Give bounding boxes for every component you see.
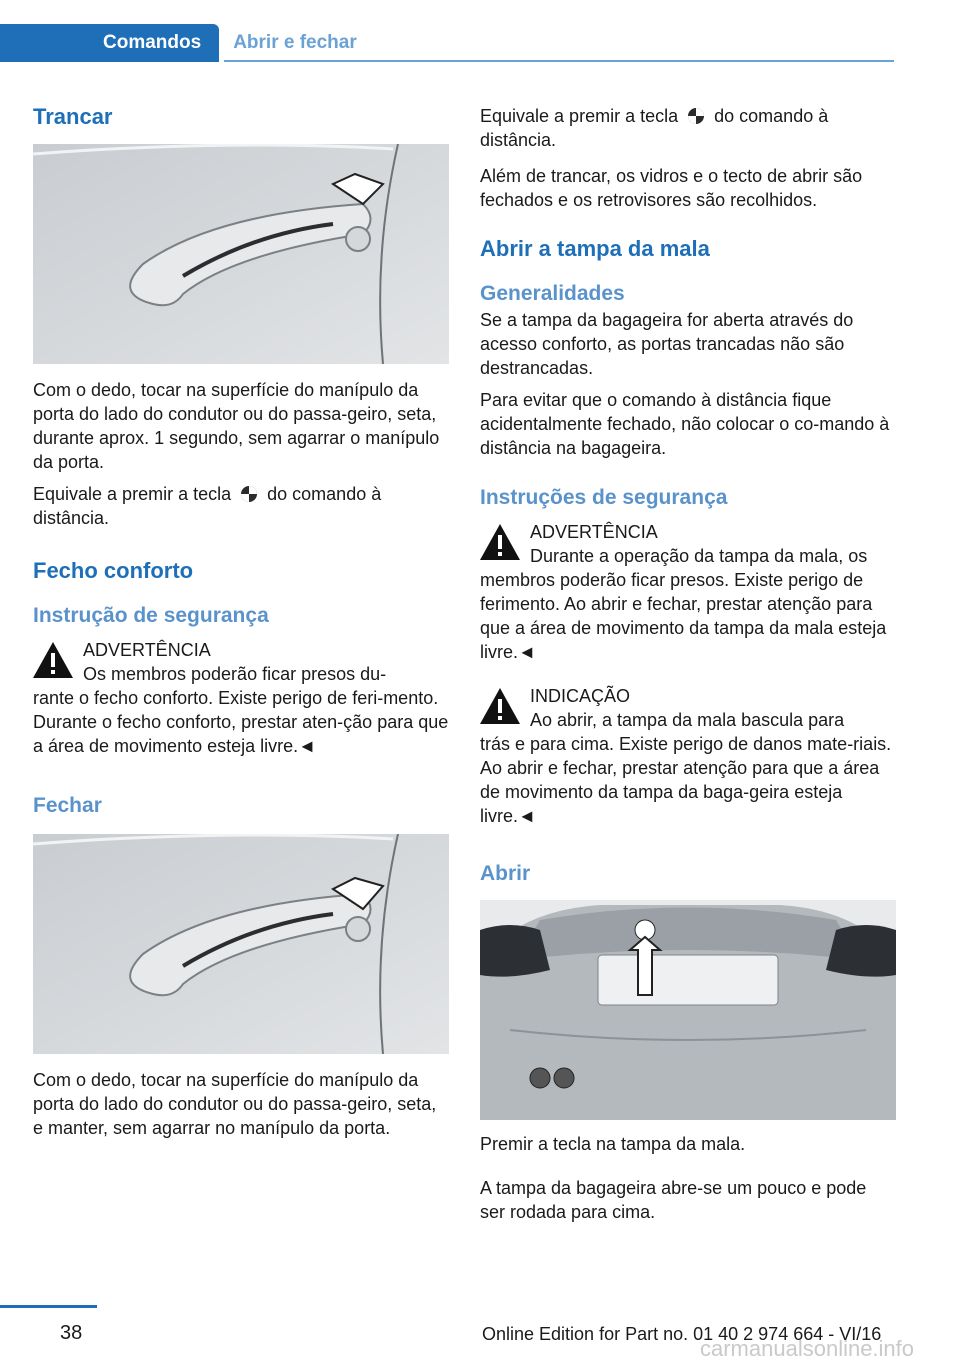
tab-comandos[interactable]: Comandos: [0, 24, 219, 62]
warning-triangle-icon: [480, 524, 520, 560]
watermark: carmanualsonline.info: [700, 1336, 915, 1361]
warning-1-text: membros poderão ficar presos. Existe perigo de ferimento. Ao abrir e fechar, prestar atenção para que a área de movimento da tampa da mala esteja livre.◄: [480, 570, 887, 662]
warning-triangle-icon: [33, 642, 73, 678]
trancar-key-text-b: do comando à distância.: [33, 484, 382, 528]
warning-title: ADVERTÊNCIA: [83, 640, 211, 660]
warning-first-line: Os membros poderão ficar presos du-: [83, 664, 387, 684]
warning-block-1: [480, 520, 896, 664]
abrir-heading: Abrir: [480, 862, 531, 885]
right-key-text-b: do comando à distância.: [480, 106, 829, 150]
left-column: [33, 100, 449, 1140]
page-number: 38: [60, 1322, 83, 1344]
warning-1-title: ADVERTÊNCIA: [530, 522, 658, 542]
notice-first-line: Ao abrir, a tampa da mala bascula para: [530, 710, 845, 730]
warning-1-first-line: Durante a operação da tampa da mala, os: [530, 546, 868, 566]
generalidades-paragraph-1: Se a tampa da bagageira for aberta através do acesso conforto, as portas trancadas não são destrancadas.: [480, 310, 854, 378]
trancar-paragraph: Com o dedo, tocar na superfície do manípulo da porta do lado do condutor ou do passa-geiro, seta, durante aprox. 1 segundo, sem agarrar o manípulo da porta.: [33, 380, 440, 472]
header-rule: [224, 60, 894, 62]
instrucoes-seguranca-heading: Instruções de segurança: [480, 486, 728, 509]
trancar-key-text-a: Equivale a premir a tecla: [33, 484, 232, 504]
footer-rule: [0, 1305, 97, 1308]
fechar-heading: Fechar: [33, 794, 102, 817]
trunk-open-figure: [480, 900, 896, 1120]
trancar-effects-paragraph: Além de trancar, os vidros e o tecto de abrir são fechados e os retrovisores são recolhidos.: [480, 166, 863, 210]
notice-text: trás e para cima. Existe perigo de danos mate-riais. Ao abrir e fechar, prestar atenção para que a área de movimento da tampa da baga-geira esteja livre.◄: [480, 734, 892, 826]
lock-key-icon: [240, 485, 258, 503]
trancar-heading: Trancar: [33, 104, 113, 129]
instrucao-seguranca-heading: Instrução de segurança: [33, 604, 269, 627]
fechar-paragraph: Com o dedo, tocar na superfície do manípulo da porta do lado do condutor ou do passa-geiro, seta, e manter, sem agarrar no manípulo da porta.: [33, 1070, 437, 1138]
tab-abrir-e-fechar[interactable]: Abrir e fechar: [233, 32, 357, 53]
door-handle-lock-figure: [33, 144, 449, 364]
right-column: [480, 100, 896, 1224]
abrir-tampa-heading: Abrir a tampa da mala: [480, 236, 710, 261]
warning-block: [33, 638, 449, 758]
fecho-conforto-heading: Fecho conforto: [33, 558, 194, 583]
generalidades-paragraph-2: Para evitar que o comando à distância fique acidentalmente fechado, não colocar o co-mando à distância na bagageira.: [480, 390, 890, 458]
header-tabs: [0, 24, 371, 62]
lock-key-icon: [687, 107, 705, 125]
abrir-paragraph-1: Premir a tecla na tampa da mala.: [480, 1134, 746, 1154]
abrir-paragraph-2: A tampa da bagageira abre-se um pouco e pode ser rodada para cima.: [480, 1178, 867, 1222]
door-handle-close-figure: [33, 834, 449, 1054]
warning-text: rante o fecho conforto. Existe perigo de feri-mento. Durante o fecho conforto, prestar aten-ção para que a área de movimento esteja livre.◄: [33, 688, 449, 756]
right-key-paragraph: [480, 104, 896, 152]
notice-block: [480, 684, 896, 828]
right-key-text-a: Equivale a premir a tecla: [480, 106, 679, 126]
trancar-key-paragraph: [33, 482, 449, 530]
notice-title: INDICAÇÃO: [530, 686, 631, 706]
warning-triangle-icon: [480, 688, 520, 724]
generalidades-heading: Generalidades: [480, 282, 625, 305]
footer-edition: Online Edition for Part no. 01 40 2 974 664 - VI/16: [482, 1324, 882, 1344]
